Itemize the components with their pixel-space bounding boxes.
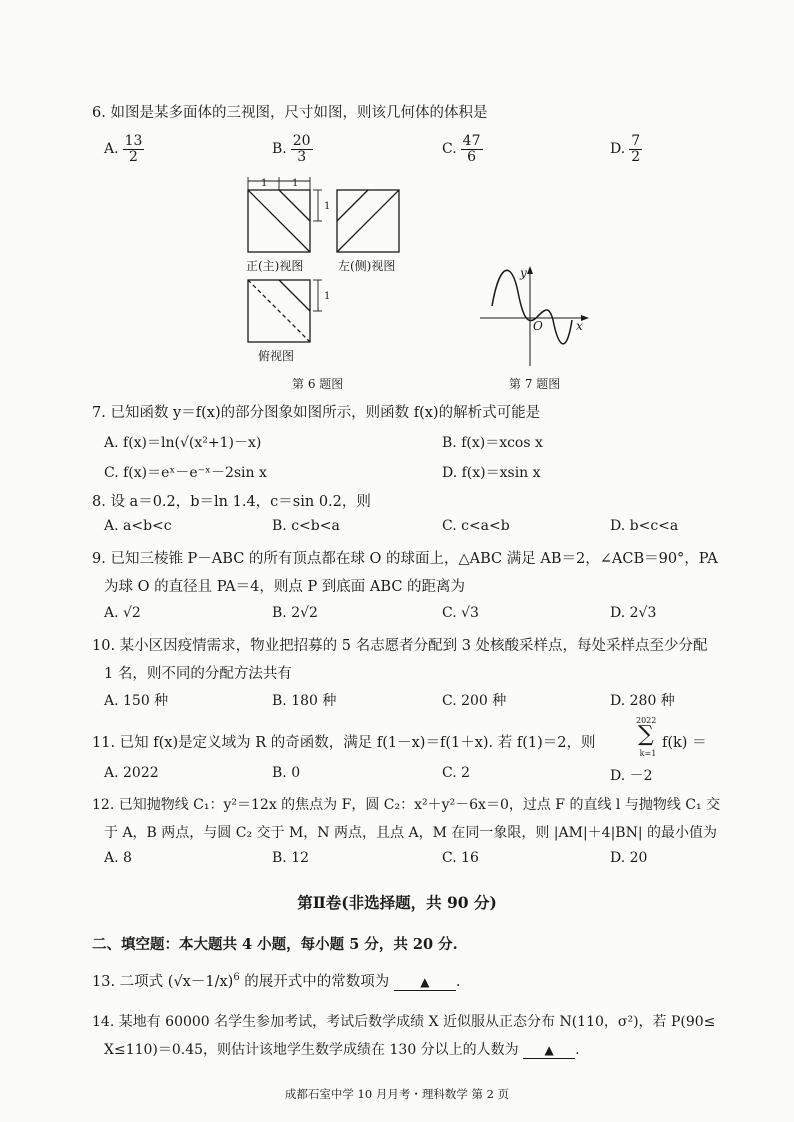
q8-option-a: A. a<b<c xyxy=(104,518,172,534)
q12-option-d: D. 20 xyxy=(610,850,648,866)
q11-option-c: C. 2 xyxy=(442,765,471,781)
q14-line-1: 14. 某地有 60000 名学生参加考试，考试后数学成绩 X 近似服从正态分布 N(110，σ²)，若 P(90≤ xyxy=(92,1014,716,1030)
q12-option-c: C. 16 xyxy=(442,850,479,866)
fill-in-section-header: 二、填空题：本大题共 4 小题，每小题 5 分，共 20 分. xyxy=(92,936,458,953)
q10-line-1: 10. 某小区因疫情需求，物业把招募的 5 名志愿者分配到 3 处核酸采样点，每处采样点至少分配 xyxy=(92,638,708,654)
q14-line-2: X≤110)＝0.45，则估计该地学生数学成绩在 130 分以上的人数为 ▲ . xyxy=(104,1042,580,1058)
dim-label-top-left: 1 xyxy=(261,178,268,189)
origin-label: O xyxy=(533,319,543,333)
q9-option-c: C. √3 xyxy=(442,605,479,621)
q11-sum-lower-limit: k=1 xyxy=(639,749,657,758)
side-view-label: 左(侧)视图 xyxy=(338,259,396,273)
part-2-title: 第Ⅱ卷(非选择题，共 90 分) xyxy=(297,893,497,912)
q12-line-1: 12. 已知抛物线 C₁：y²＝12x 的焦点为 F，圆 C₂：x²＋y²－6x＝0，过点 F 的直线 l 与抛物线 C₁ 交 xyxy=(92,797,721,813)
q9-line-1: 9. 已知三棱锥 P－ABC 的所有顶点都在球 O 的球面上，△ABC 满足 AB＝2，∠ACB＝90°，PA xyxy=(92,551,718,567)
x-axis-label: x xyxy=(576,319,583,333)
q11-sum-tail: f(k) ＝ xyxy=(662,735,707,751)
q10-option-a: A. 150 种 xyxy=(104,693,169,709)
q8-option-b: B. c<b<a xyxy=(272,518,340,534)
q12-line-2: 于 A，B 两点，与圆 C₂ 交于 M，N 两点，且点 A，M 在同一象限，则 |AM|＋4|BN| 的最小值为 xyxy=(104,825,718,841)
q11-sum-symbol: ∑ xyxy=(638,722,654,747)
q9-line-2: 为球 O 的直径且 PA＝4，则点 P 到底面 ABC 的距离为 xyxy=(104,579,466,595)
figure-6-caption: 第 6 题图 xyxy=(292,377,344,391)
front-view-label: 正(主)视图 xyxy=(246,259,304,273)
q6-option-d: D. $\frac{7}{2}$ xyxy=(610,133,641,165)
q13-exponent: 6 xyxy=(233,972,240,984)
q13-line: 13. 二项式 $(√x-1/x)^6$ 的展开式中的常数项为 ▲ . xyxy=(92,972,461,990)
q12-option-b: B. 12 xyxy=(272,850,310,866)
q10-option-c: C. 200 种 xyxy=(442,693,507,709)
function-curve xyxy=(492,270,572,344)
q6-option-c: C. $\frac{47}{6}$ xyxy=(442,133,481,165)
q10-option-d: D. 280 种 xyxy=(610,693,675,709)
q6-stem: 6. 如图是某多面体的三视图，尺寸如图，则该几何体的体积是 xyxy=(92,105,488,121)
q13-binomial: (√x－1/x) xyxy=(167,974,234,990)
top-view-label: 俯视图 xyxy=(258,349,295,363)
q9-option-d: D. 2√3 xyxy=(610,605,657,621)
q14-answer-blank xyxy=(523,1042,575,1059)
q8-stem: 8. 设 a＝0.2，b＝ln 1.4，c＝sin 0.2，则 xyxy=(92,494,371,510)
q9-option-b: B. 2√2 xyxy=(272,605,318,621)
q7-option-b: B. f(x)＝xcos x xyxy=(442,435,543,451)
q11-option-b: B. 0 xyxy=(272,765,301,781)
y-axis-arrow xyxy=(527,266,533,274)
q12-option-a: A. 8 xyxy=(104,850,132,866)
q11-stem: 11. 已知 f(x)是定义域为 R 的奇函数，满足 f(1－x)＝f(1＋x). 若 f(1)＝2，则 xyxy=(92,735,596,751)
dim-label-top-right: 1 xyxy=(292,178,299,189)
q10-option-b: B. 180 种 xyxy=(272,693,337,709)
q7-option-c: C. f(x)＝eˣ－e⁻ˣ－2sin x xyxy=(104,465,267,481)
q6-option-a: A. $\frac{13}{2}$ xyxy=(104,133,143,165)
warning-triangle-icon: ▲ xyxy=(420,975,430,989)
q11-sum-upper-limit: 2022 xyxy=(636,716,657,725)
q8-option-c: C. c<a<b xyxy=(442,518,510,534)
q7-option-d: D. f(x)＝xsin x xyxy=(442,465,541,481)
y-axis-label: y xyxy=(520,266,527,280)
q9-option-a: A. √2 xyxy=(104,605,141,621)
q13-suffix: 的展开式中的常数项为 xyxy=(244,974,390,990)
q7-stem: 7. 已知函数 y＝f(x)的部分图象如图所示，则函数 f(x)的解析式可能是 xyxy=(92,405,541,421)
q13-prefix: 13. 二项式 xyxy=(92,974,164,990)
q11-option-a: A. 2022 xyxy=(104,765,159,781)
dim-label-top-view-right: 1 xyxy=(324,291,331,302)
q13-answer-blank xyxy=(394,974,456,991)
q6-option-b: B. $\frac{20}{3}$ xyxy=(272,133,311,165)
q11-option-d: D. －2 xyxy=(610,768,653,784)
page-footer: 成都石室中学 10 月月考・理科数学 第 2 页 xyxy=(284,1087,510,1101)
q10-line-2: 1 名，则不同的分配方法共有 xyxy=(104,666,292,682)
dim-label-front-right: 1 xyxy=(324,201,331,212)
q8-option-d: D. b<c<a xyxy=(610,518,679,534)
warning-triangle-icon: ▲ xyxy=(544,1043,554,1057)
q7-option-a: A. f(x)＝ln(√(x²+1)－x) xyxy=(104,435,262,451)
figure-7-caption: 第 7 题图 xyxy=(509,377,561,391)
